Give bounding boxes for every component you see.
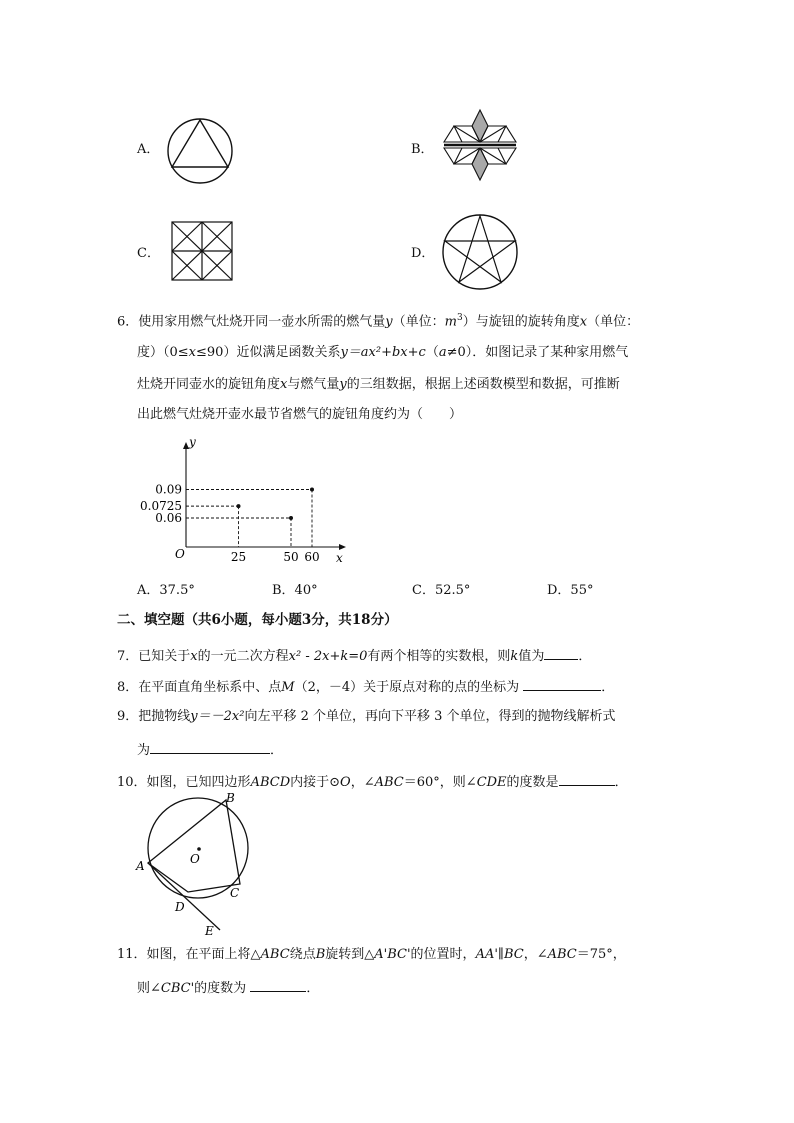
y-axis-label: y	[189, 436, 196, 449]
x-tick-0: 25	[230, 550, 247, 564]
q6-option-d: D．55°	[547, 583, 594, 598]
q10-label-b: B	[226, 791, 235, 805]
q6-option-c: C．52.5°	[412, 583, 471, 598]
q11-line-2: 则∠CBC'的度数为 ．	[137, 981, 320, 996]
x-axis-arrow	[339, 544, 346, 550]
q10-figure	[132, 790, 262, 940]
q6-line-2: 度）（0≤x≤90）近似满足函数关系y＝ax²+bx+c（a≠0）．如图记录了某种家用燃气	[137, 345, 629, 360]
q6-line-1: 6．使用家用燃气灶烧开同一壶水所需的燃气量y（单位：$m^3$）与旋钮的旋转角度x（单位：	[117, 313, 640, 330]
data-point-1	[289, 516, 293, 520]
q6-number: 6．	[117, 314, 139, 330]
q6-option-b: B．40°	[272, 583, 318, 598]
q6-line-4: 出此燃气灶烧开壶水最节省燃气的旋钮角度约为（ ）	[137, 407, 463, 422]
q7-line: 7．已知关于x的一元二次方程x² - 2x+k=0有两个相等的实数根，则k值为 ．	[117, 649, 592, 664]
data-point-0	[237, 504, 241, 508]
q10-label-d: D	[175, 900, 185, 914]
data-point-2	[310, 488, 314, 492]
q10-label-o: O	[190, 852, 200, 866]
q10-label-a: A	[136, 859, 145, 873]
q8-answer-blank[interactable]	[523, 678, 601, 691]
x-axis-label: x	[336, 551, 343, 565]
y-tick-2: 0.06	[155, 511, 182, 525]
q10-label-c: C	[230, 886, 240, 900]
q8-line: 8．在平面直角坐标系中、点M（2，－4）关于原点对称的点的坐标为 ．	[117, 680, 615, 695]
q6-chart	[140, 436, 360, 572]
y-tick-0: 0.09	[155, 482, 182, 497]
q6-option-a: A．37.5°	[137, 583, 195, 598]
option-d-label: D．	[411, 246, 435, 261]
q10-answer-blank[interactable]	[559, 773, 615, 786]
q10-line: 10．如图，已知四边形ABCD内接于⊙O，∠ABC＝60°，则∠CDE的度数是 ．	[117, 775, 628, 790]
option-c-label: C．	[137, 246, 160, 261]
option-b-figure	[440, 108, 520, 188]
q6-line-3: 灶烧开同壶水的旋钮角度x与燃气量y的三组数据，根据上述函数模型和数据，可推断	[137, 377, 620, 392]
option-b-label: B．	[411, 142, 434, 157]
q11-answer-blank[interactable]	[250, 979, 306, 992]
option-a-label: A．	[137, 142, 160, 157]
option-d-figure	[440, 211, 520, 291]
q7-answer-blank[interactable]	[544, 647, 578, 660]
q10-label-e: E	[205, 924, 214, 938]
x-tick-2: 60	[304, 550, 320, 564]
option-a-figure	[166, 116, 238, 186]
origin-label: O	[175, 547, 185, 561]
q9-answer-blank[interactable]	[150, 741, 270, 754]
q9-line-2: 为 ．	[137, 743, 284, 758]
x-tick-1: 50	[283, 550, 299, 564]
option-c-figure	[168, 218, 236, 284]
q9-line-1: 9．把抛物线y＝－2x²向左平移 2 个单位，再向下平移 3 个单位，得到的抛物线解析式	[117, 709, 616, 724]
y-tick-1: 0.0725	[140, 499, 182, 514]
q11-line-1: 11．如图，在平面上将△ABC绕点B旋转到△A'BC'的位置时，AA'∥BC，∠ABC＝75°，	[117, 947, 626, 962]
section-2-heading: 二、填空题（共6小题，每小题3分，共18分）	[117, 612, 398, 628]
